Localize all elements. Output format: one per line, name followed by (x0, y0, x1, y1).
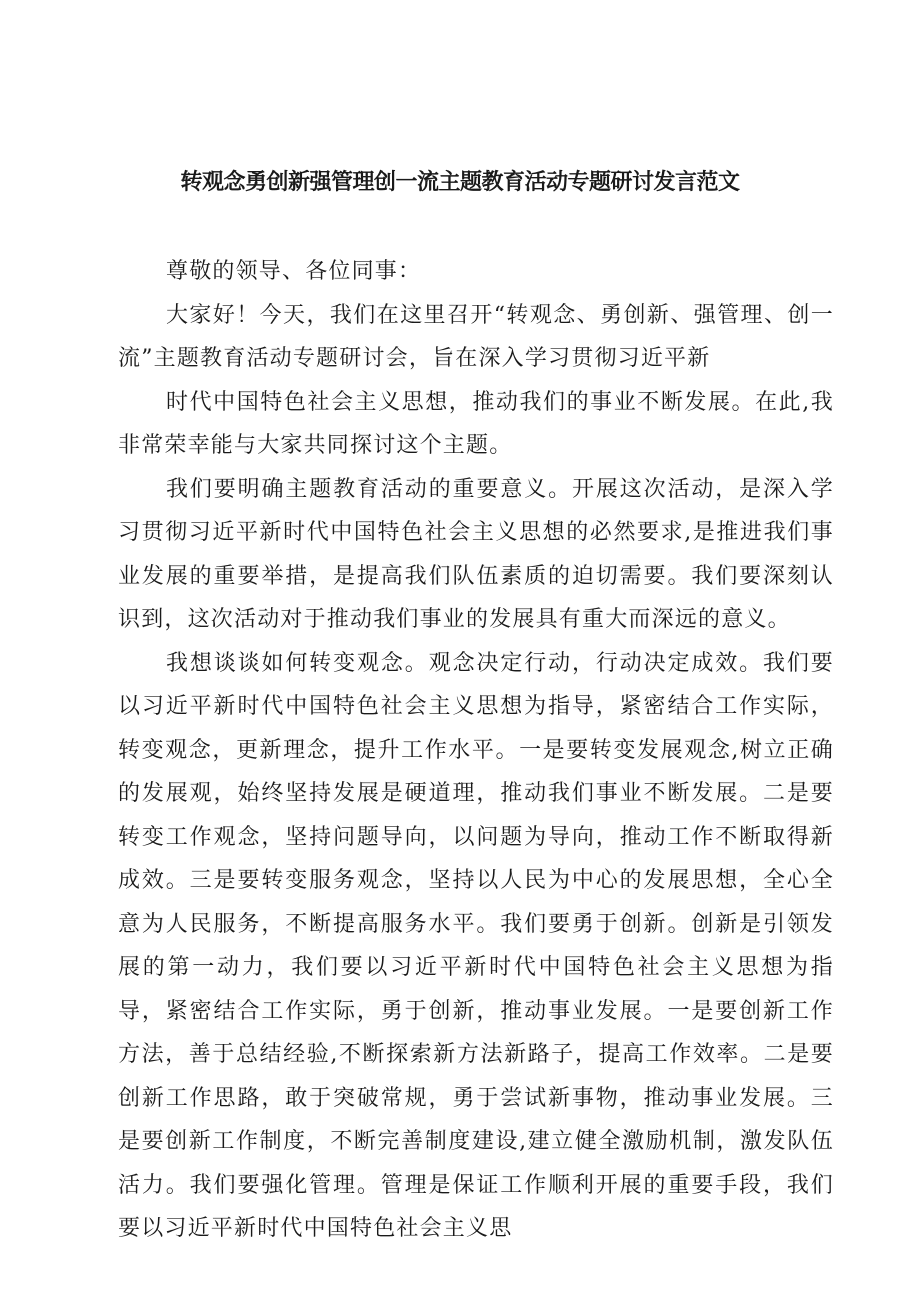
document-body (118, 250, 834, 1251)
salutation-paragraph: 尊敬的领导、各位同事： (166, 259, 422, 284)
concept-change-paragraph: 我想谈谈如何转变观念。观念决定行动，行动决定成效。我们要以习近平新时代中国特色社会主义思想为指导，紧密结合工作实际，转变观念，更新理念，提升工作水平。一是要转变发展观念,树立正确的发展观，始终坚持发展是硬道理，推动我们事业不断发展。二是要转变工作观念，坚持问题导向，以问题为导向，推动工作不断取得新成效。三是要转变服务观念，坚持以人民为中心的发展思想，全心全意为人民服务，不断提高服务水平。我们要勇于创新。创新是引领发展的第一动力，我们要以习近平新时代中国特色社会主义思想为指导，紧密结合工作实际，勇于创新，推动事业发展。一是要创新工作方法，善于总结经验,不断探索新方法新路子，提高工作效率。二是要创新工作思路，敢于突破常规，勇于尝试新事物，推动事业发展。三是要创新工作制度，不断完善制度建设,建立健全激励机制，激发队伍活力。我们要强化管理。管理是保证工作顺利开展的重要手段，我们要以习近平新时代中国特色社会主义思 (118, 650, 834, 1241)
significance-paragraph: 我们要明确主题教育活动的重要意义。开展这次活动，是深入学习贯彻习近平新时代中国特色社会主义思想的必然要求,是推进我们事业发展的重要举措，是提高我们队伍素质的迫切需要。我们要深刻认识到，这次活动对于推动我们事业的发展具有重大而深远的意义。 (118, 476, 834, 632)
opening-paragraph: 大家好！今天，我们在这里召开“转观念、勇创新、强管理、创一流”主题教育活动专题研讨会，旨在深入学习贯彻习近平新 (118, 302, 834, 371)
document-title: 转观念勇创新强管理创一流主题教育活动专题研讨发言范文 (180, 170, 740, 195)
continuation-paragraph: 时代中国特色社会主义思想，推动我们的事业不断发展。在此,我非常荣幸能与大家共同探讨这个主题。 (118, 389, 834, 458)
